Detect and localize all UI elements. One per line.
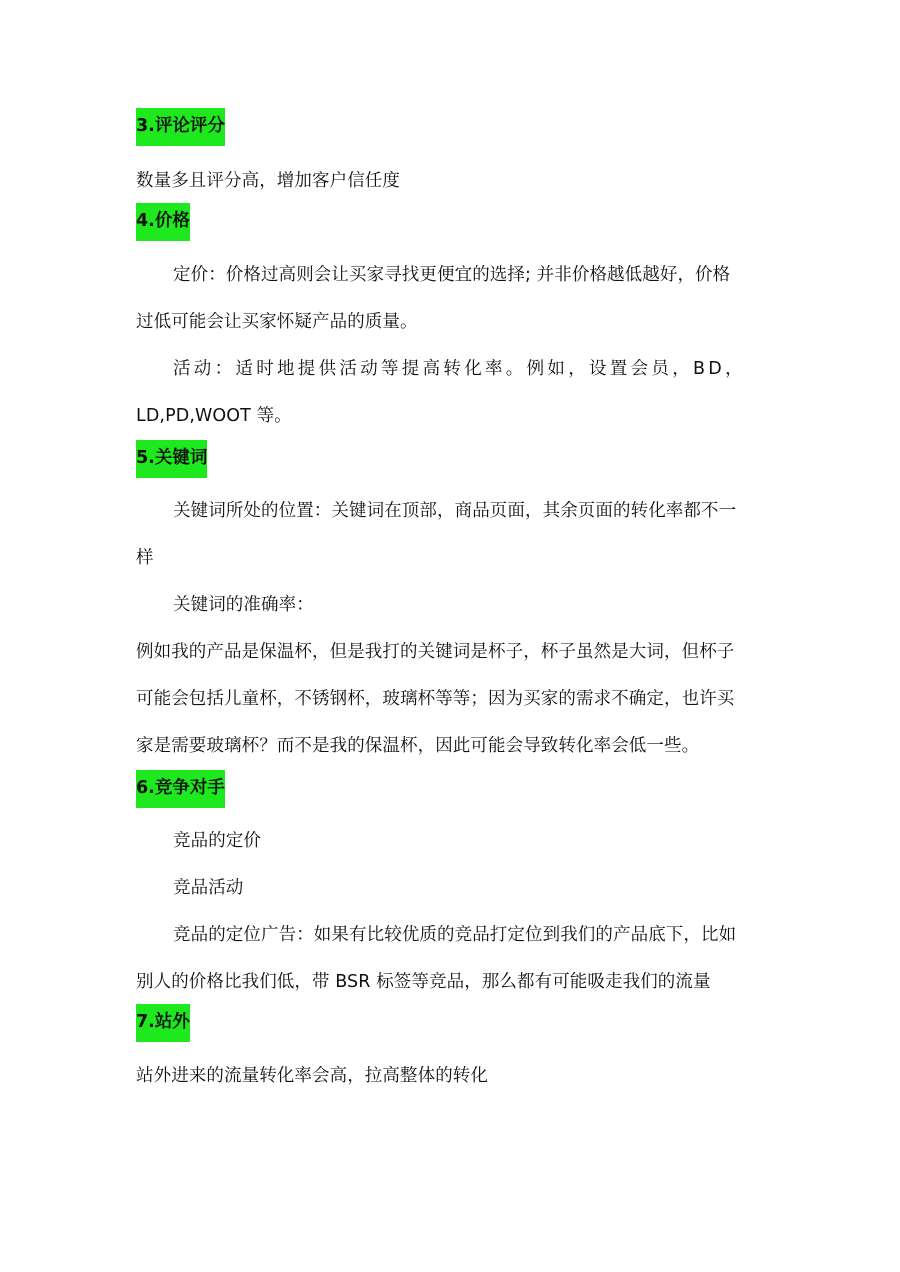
section-3-text: 数量多且评分高，增加客户信任度 [136, 171, 400, 191]
keyword-example-line-2: 可能会包括儿童杯，不锈钢杯，玻璃杯等等；因为买家的需求不确定，也许买 [136, 689, 735, 709]
offsite-traffic-text: 站外进来的流量转化率会高，拉高整体的转化 [136, 1066, 488, 1086]
keyword-example-line-1: 例如我的产品是保温杯，但是我打的关键词是杯子，杯子虽然是大词，但杯子 [136, 642, 735, 662]
section-3-heading: 3.评论评分 [136, 108, 225, 146]
section-7-heading: 7.站外 [136, 1004, 190, 1042]
pricing-paragraph-line-1: 定价：价格过高则会让买家寻找更便宜的选择; 并非价格越低越好，价格 [173, 265, 731, 285]
competitor-pricing-item: 竞品的定价 [173, 831, 261, 851]
section-4-heading: 4.价格 [136, 203, 190, 241]
keyword-example-line-3: 家是需要玻璃杯？而不是我的保温杯，因此可能会导致转化率会低一些。 [136, 736, 700, 756]
keyword-accuracy-label: 关键词的准确率： [173, 595, 314, 615]
promotion-paragraph-line-1: 活动：适时地提供活动等提高转化率。例如，设置会员，BD， [173, 359, 746, 379]
section-5-heading: 5.关键词 [136, 440, 207, 478]
competitor-ads-line-1: 竞品的定位广告：如果有比较优质的竞品打定位到我们的产品底下，比如 [173, 925, 737, 945]
competitor-ads-line-2: 别人的价格比我们低，带 BSR 标签等竞品，那么都有可能吸走我们的流量 [136, 972, 711, 992]
pricing-paragraph-line-2: 过低可能会让买家怀疑产品的质量。 [136, 312, 418, 332]
keyword-position-line-1: 关键词所处的位置：关键词在顶部，商品页面，其余页面的转化率都不一 [173, 501, 737, 521]
competitor-activity-item: 竞品活动 [173, 878, 244, 898]
promotion-paragraph-line-2: LD,PD,WOOT 等。 [136, 406, 292, 426]
section-6-heading: 6.竞争对手 [136, 770, 225, 808]
keyword-position-line-2: 样 [136, 548, 154, 568]
